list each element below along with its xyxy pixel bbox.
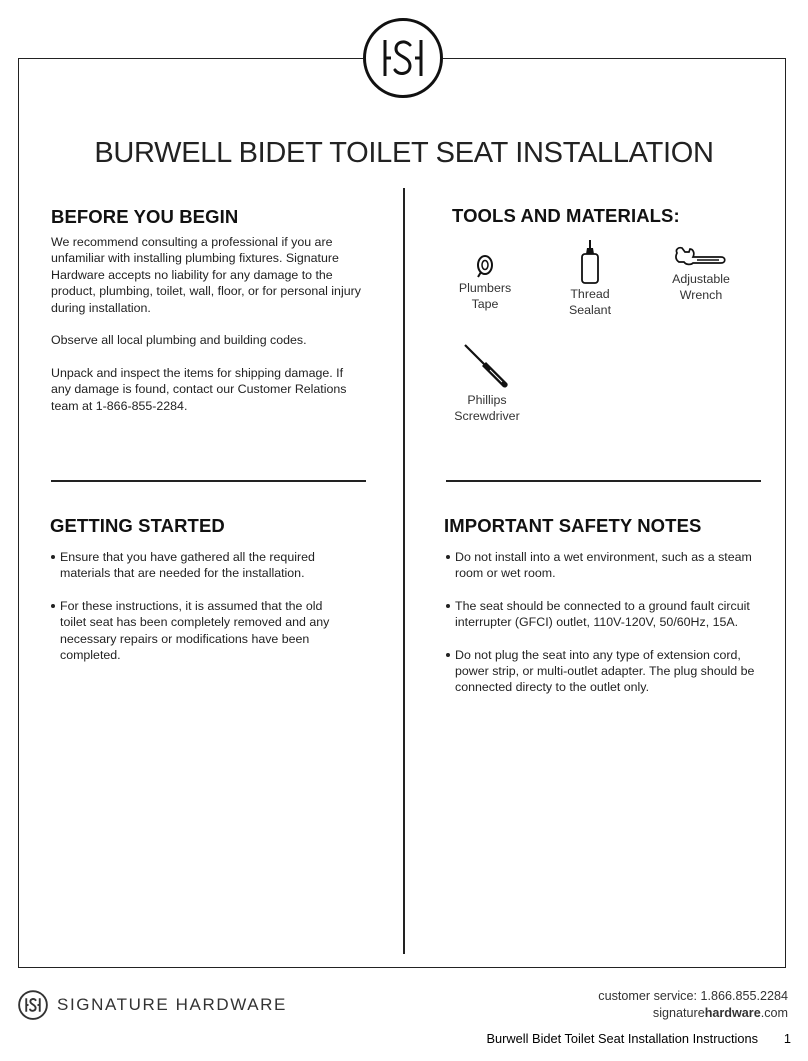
before-you-begin-heading: BEFORE YOU BEGIN: [51, 206, 239, 227]
list-item: The seat should be connected to a ground fault circuit interrupter (GFCI) outlet, 110V-120V, 50/60Hz, 15A.: [446, 598, 761, 631]
safety-heading: IMPORTANT SAFETY NOTES: [444, 515, 702, 536]
hsh-monogram-icon: [363, 18, 443, 98]
tool-label: Thread Sealant: [568, 287, 612, 318]
page-frame: [18, 58, 786, 968]
screwdriver-icon: [462, 342, 512, 392]
website-bold: hardware: [704, 1005, 761, 1020]
footer-logo: [18, 990, 48, 1025]
tool-plumbers-tape: [445, 250, 525, 313]
column-divider: [403, 188, 405, 954]
document-name: Burwell Bidet Toilet Seat Installation Instructions: [486, 1031, 758, 1046]
getting-started-heading: GETTING STARTED: [50, 515, 225, 536]
brand-name: SIGNATURE HARDWARE: [57, 995, 287, 1014]
section-rule-right: [446, 480, 761, 482]
page-number: 1: [783, 1031, 791, 1046]
tools-heading: TOOLS AND MATERIALS:: [452, 205, 680, 226]
brand-logo: [363, 18, 443, 98]
page-title: BURWELL BIDET TOILET SEAT INSTALLATION: [94, 137, 714, 170]
tool-thread-sealant: [550, 238, 630, 319]
sealant-icon: [575, 238, 605, 286]
website-suffix: .com: [760, 1005, 788, 1020]
tool-adjustable-wrench: [660, 245, 742, 304]
hsh-monogram-icon: [18, 990, 48, 1020]
before-paragraph-2: Observe all local plumbing and building codes.: [51, 333, 307, 347]
tool-label: Adjustable Wrench: [672, 272, 730, 303]
getting-started-list: [51, 549, 346, 679]
tool-label: Plumbers Tape: [458, 281, 512, 312]
website-prefix: signature: [652, 1005, 705, 1020]
list-item: Do not plug the seat into any type of extension cord, power strip, or multi-outlet adapter. The plug should be connected directy to the outlet only.: [446, 647, 761, 696]
before-paragraph-1: We recommend consulting a professional if you are unfamiliar with installing plumbing fixtures. Signature Hardware accepts no liability for any damage to the product, plumbing, toilet, wall, floor, or for personal injury during installation.: [51, 235, 361, 315]
before-paragraph-3: Unpack and inspect the items for shipping damage. If any damage is found, contact our Customer Relations team at 1-866-855-2284.: [51, 366, 347, 413]
section-rule-left: [51, 480, 366, 482]
wrench-icon: [673, 245, 729, 271]
website-link[interactable]: [598, 1005, 788, 1022]
list-item: Ensure that you have gathered all the required materials that are needed for the installation.: [51, 549, 346, 582]
tool-phillips-screwdriver: [447, 342, 527, 425]
tape-icon: [470, 250, 500, 280]
safety-list: [446, 549, 761, 712]
tool-label: Phillips Screwdriver: [454, 393, 520, 424]
list-item: For these instructions, it is assumed that the old toilet seat has been completely removed and any necessary repairs or modifications have been completed.: [51, 598, 346, 664]
footer-contact: [598, 988, 788, 1021]
list-item: Do not install into a wet environment, such as a steam room or wet room.: [446, 549, 761, 582]
customer-service: customer service: 1.866.855.2284: [598, 989, 788, 1003]
